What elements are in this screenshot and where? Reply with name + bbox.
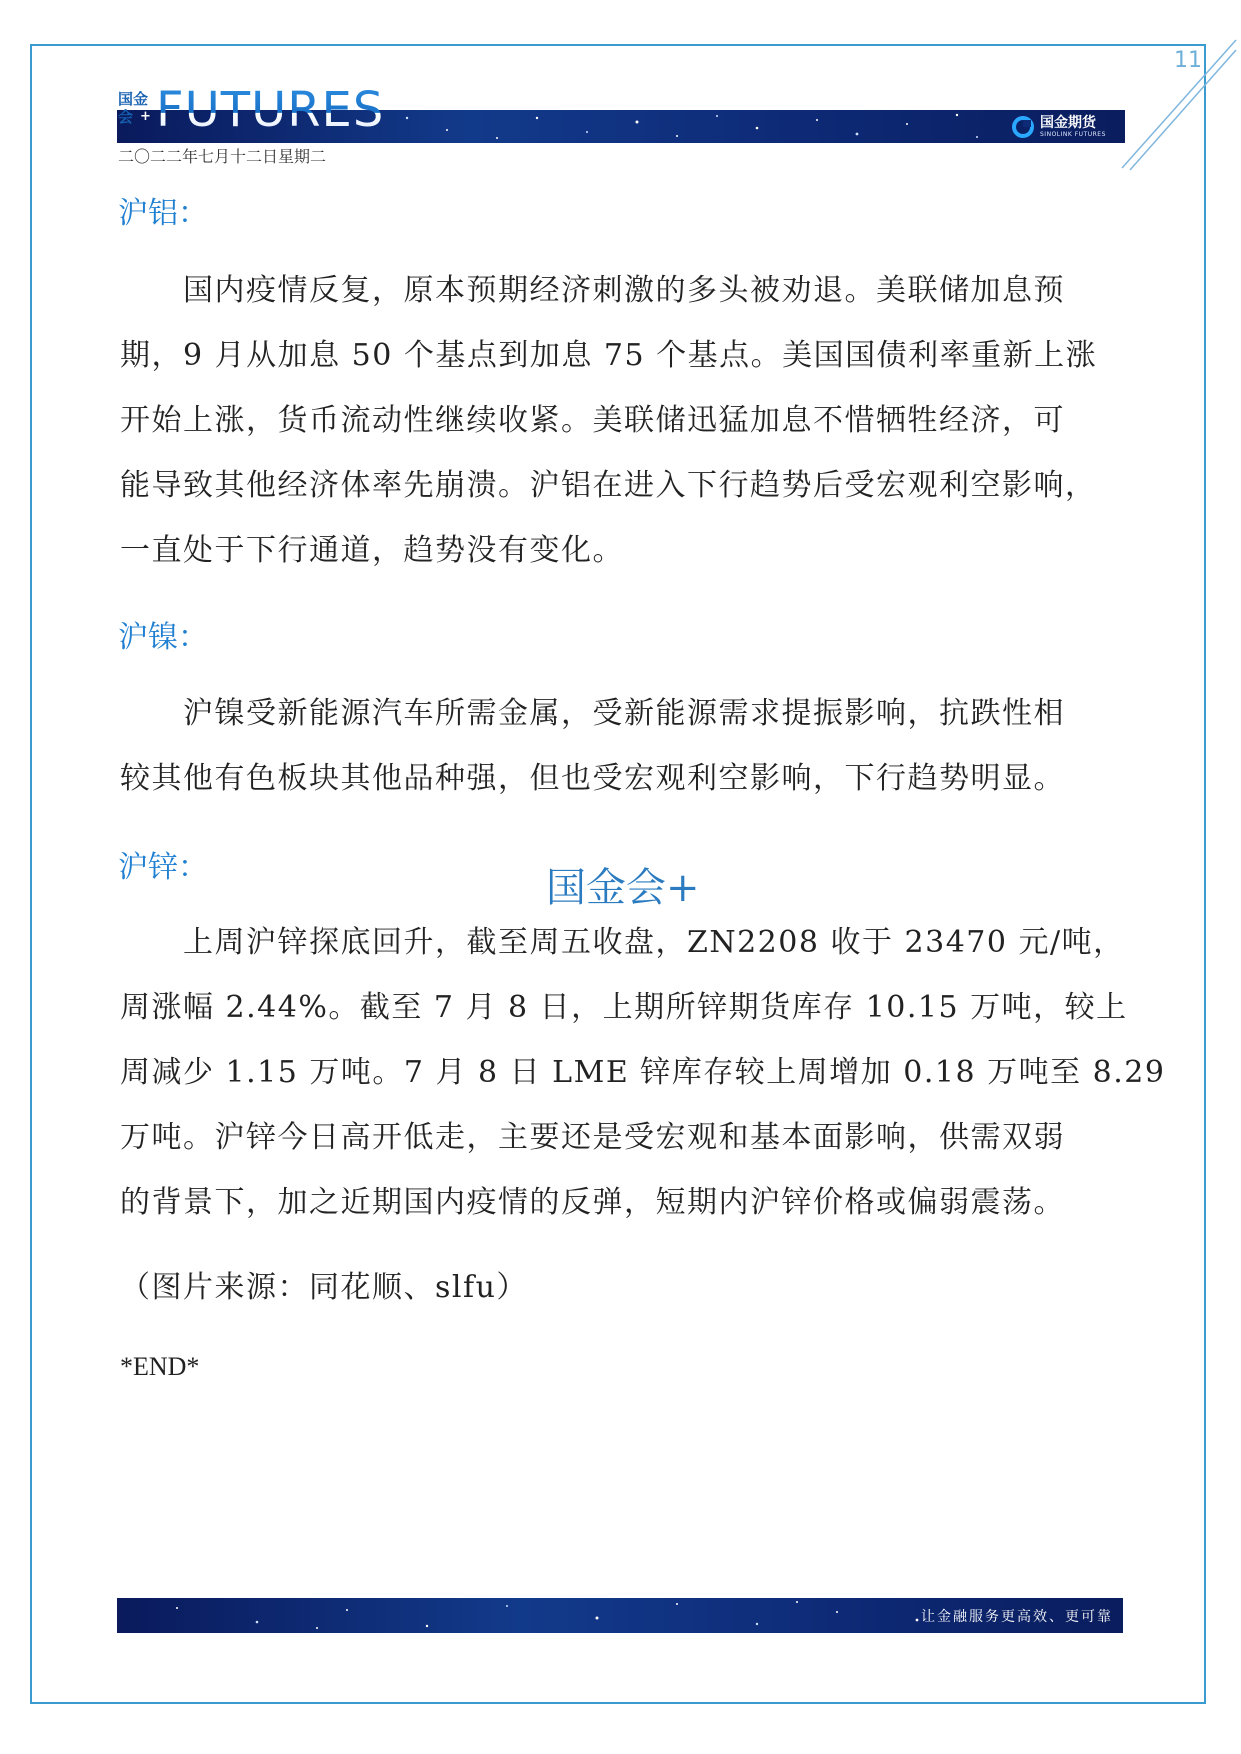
watermark: 国金会+	[546, 865, 700, 911]
section-body-nickel	[120, 681, 1130, 811]
text-line: 周涨幅 2.44%。截至 7 月 8 日，上期所锌期货库存 10.15 万吨，较上	[120, 990, 1128, 1025]
section-body-zinc	[120, 910, 1166, 1235]
section-heading-nickel: 沪镍：	[118, 620, 208, 655]
logo-cn: 国金 会	[118, 90, 149, 126]
brand-logo	[1012, 113, 1106, 141]
text-line: 的背景下，加之近期国内疫情的反弹，短期内沪锌价格或偏弱震荡。	[120, 1185, 1065, 1220]
text-line: 万吨。沪锌今日高开低走，主要还是受宏观和基本面影响，供需双弱	[120, 1120, 1065, 1155]
text-line: 较其他有色板块其他品种强，但也受宏观利空影响，下行趋势明显。	[120, 761, 1065, 796]
logo-futures: FUTURES	[156, 82, 385, 138]
section-heading-zinc: 沪锌：	[118, 850, 208, 885]
section-heading-aluminum: 沪铝：	[118, 196, 208, 231]
section-body-aluminum	[120, 258, 1130, 583]
text-line: 一直处于下行通道，趋势没有变化。	[120, 533, 624, 568]
brand-name-cn: 国金期货	[1040, 115, 1096, 131]
brand-name-en: SINOLINK FUTURES	[1040, 131, 1106, 138]
text-line: 沪镍受新能源汽车所需金属，受新能源需求提振影响，抗跌性相	[120, 696, 1065, 731]
text-line: 开始上涨，货币流动性继续收紧。美联储迅猛加息不惜牺牲经济，可	[120, 403, 1065, 438]
logo-plus: +	[140, 109, 151, 124]
footer-band	[117, 1598, 1123, 1633]
text-line: 期，9 月从加息 50 个基点到加息 75 个基点。美国国债利率重新上涨	[120, 338, 1098, 373]
text-line: 上周沪锌探底回升，截至周五收盘，ZN2208 收于 23470 元/吨，	[120, 925, 1125, 960]
page-number: 11	[1174, 48, 1202, 73]
end-mark: *END*	[120, 1352, 200, 1381]
report-date: 二〇二二年七月十二日星期二	[118, 147, 327, 166]
text-line: 能导致其他经济体率先崩溃。沪铝在进入下行趋势后受宏观利空影响，	[120, 468, 1097, 503]
brand-circle-icon	[1012, 116, 1034, 138]
text-line: 周减少 1.15 万吨。7 月 8 日 LME 锌库存较上周增加 0.18 万吨至 8.29	[120, 1055, 1166, 1090]
footer-slogan: 让金融服务更高效、更可靠	[921, 1609, 1113, 1625]
image-source-note: （图片来源：同花顺、slfu）	[120, 1270, 528, 1305]
text-line: 国内疫情反复，原本预期经济刺激的多头被劝退。美联储加息预	[120, 273, 1065, 308]
